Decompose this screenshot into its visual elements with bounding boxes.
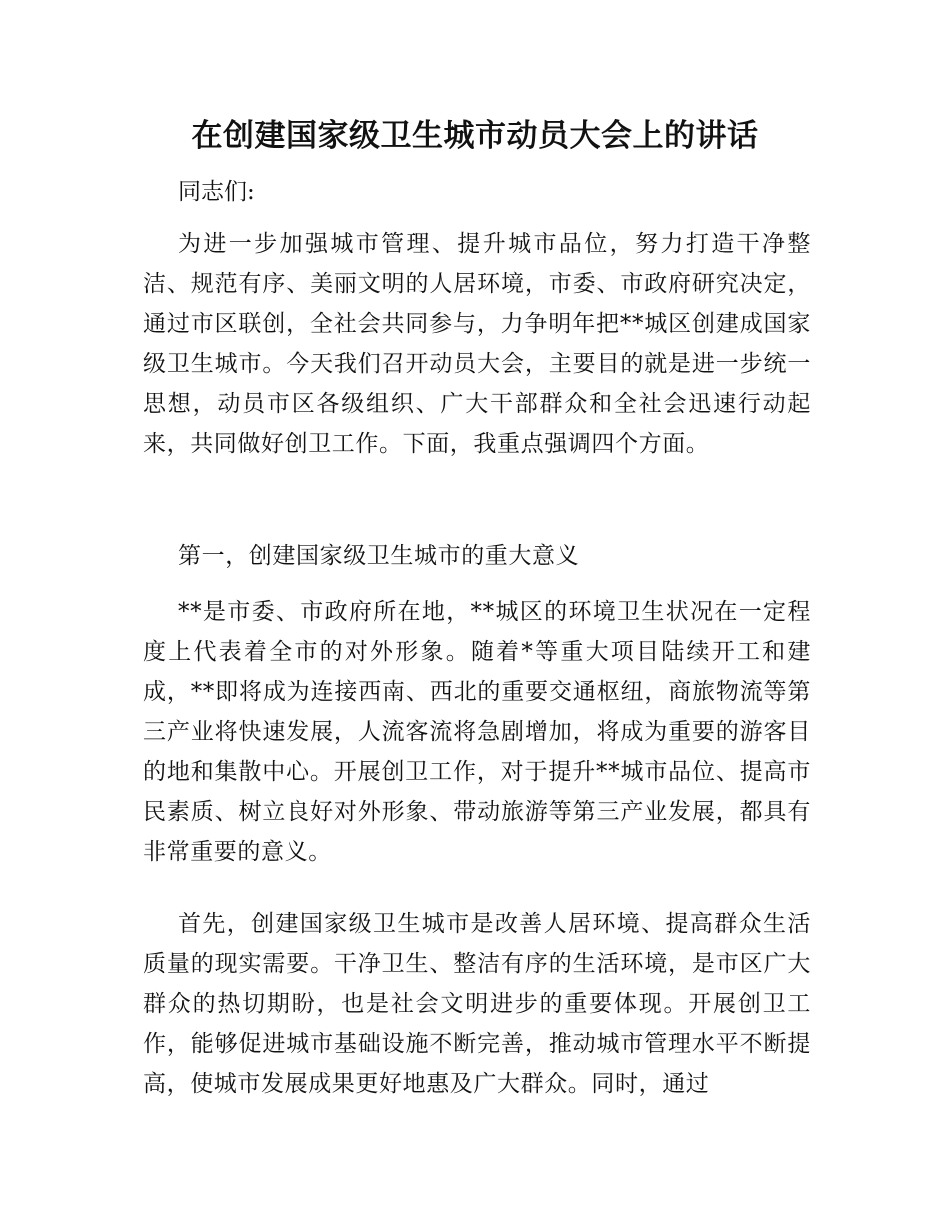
document-title: 在创建国家级卫生城市动员大会上的讲话 — [191, 118, 759, 154]
section-heading-1: 第一，创建国家级卫生城市的重大意义 — [178, 543, 580, 569]
paragraph-section1-first: 首先，创建国家级卫生城市是改善人居环境、提高群众生活质量的现实需要。干净卫生、整洁有序的生活环境，是市区广大群众的热切期盼，也是社会文明进步的重要体现。开展创卫工作，能够促进城市基础设施不断完善，推动城市管理水平不断提高，使城市发展成果更好地惠及广大群众。同时，通过 — [143, 911, 811, 1097]
paragraph-section1-body: **是市委、市政府所在地，**城区的环境卫生状况在一定程度上代表着全市的对外形象。随着*等重大项目陆续开工和建成，**即将成为连接西南、西北的重要交通枢纽，商旅物流等第三产业将快速发展，人流客流将急剧增加，将成为重要的游客目的地和集散中心。开展创卫工作，对于提升**城市品位、提高市民素质、树立良好对外形象、带动旅游等第三产业发展，都具有非常重要的意义。 — [143, 599, 811, 865]
salutation: 同志们: — [178, 179, 255, 205]
paragraph-intro: 为进一步加强城市管理、提升城市品位，努力打造干净整洁、规范有序、美丽文明的人居环境，市委、市政府研究决定，通过市区联创，全社会共同参与，力争明年把**城区创建成国家级卫生城市。今天我们召开动员大会，主要目的就是进一步统一思想，动员市区各级组织、广大干部群众和全社会迅速行动起来，共同做好创卫工作。下面，我重点强调四个方面。 — [143, 231, 811, 457]
